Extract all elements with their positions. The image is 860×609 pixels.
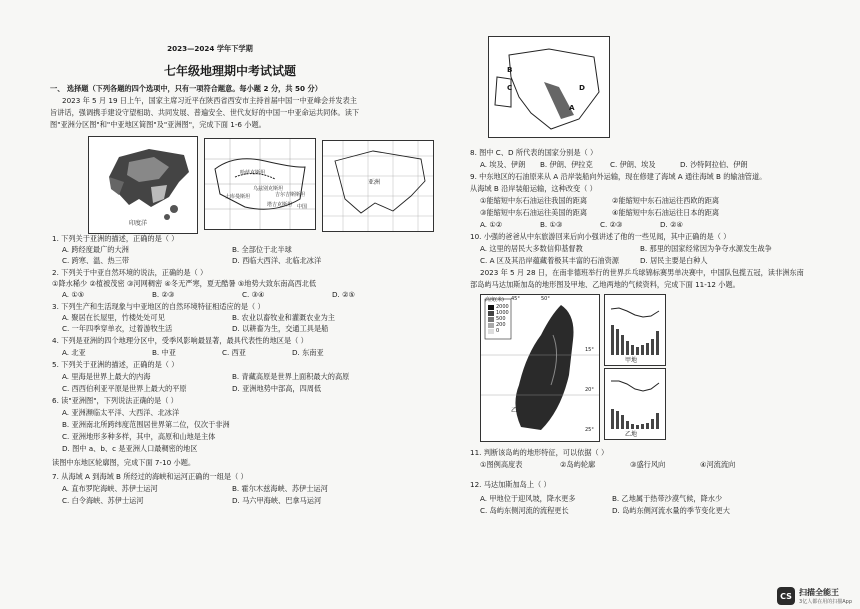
- asia-regions-map: [88, 136, 198, 234]
- q6-option-b[interactable]: B. 亚洲南北所跨纬度范围居世界第二位，仅次于非洲: [62, 420, 230, 429]
- lat-25: 25°: [585, 427, 594, 433]
- q6-option-a[interactable]: A. 亚洲濒临太平洋、大西洋、北冰洋: [62, 408, 180, 417]
- q7-option-b[interactable]: B. 霍尔木兹海峡、苏伊士运河: [232, 484, 328, 493]
- q11-stem: 11. 判断该岛屿的地形特征，可以依据（ ）: [470, 448, 609, 457]
- q12-option-d[interactable]: D. 岛屿东侧河流水量的季节变化更大: [612, 506, 730, 515]
- q9-statement-2: ②能缩短中东石油运往西欧的距离: [612, 196, 720, 205]
- q3-option-c[interactable]: C. 一年四季穿单衣，过着游牧生活: [62, 324, 173, 333]
- q4-option-b[interactable]: B. 中亚: [152, 348, 176, 357]
- q12-option-b[interactable]: B. 乙地属于热带沙漠气候，降水少: [612, 494, 723, 503]
- q5-option-d[interactable]: D. 亚洲地势中部高，四周低: [232, 384, 322, 393]
- lat-20: 20°: [585, 387, 594, 393]
- q4-stem: 4. 下列是亚洲的四个地理分区中，受季风影响最显著，最具代表性的地区是（ ）: [52, 336, 308, 345]
- legend-title: 高度(米): [485, 297, 504, 303]
- intro-line-2: 旨讲话，强调携手建设守望相助、共同发展、普遍安全、世代友好的中国一中亚命运共同体。读下: [50, 108, 360, 117]
- legend-0: 0: [496, 328, 500, 334]
- q9-stem: 9. 中东地区的石油原来从 A 沿岸装船向外运输，现在修建了海域 A 通往海域 B 的输油管道。: [470, 172, 767, 181]
- q7-intro: 读图中东地区轮廓图，完成下面 7-10 小题。: [52, 458, 196, 467]
- q8-option-c[interactable]: C. 伊朗、埃及: [610, 160, 656, 169]
- q1-option-a[interactable]: A. 跨经度最广的大洲: [62, 245, 129, 254]
- q3-option-d[interactable]: D. 以耕畜为生，交通工具是船: [232, 324, 329, 333]
- q9-statement-4: ④能缩短中东石油运往日本的距离: [612, 208, 720, 217]
- climate-chart-jia: [604, 294, 666, 366]
- point-yi: 乙: [511, 407, 518, 414]
- middle-east-map: B C D A: [488, 36, 610, 138]
- q7-option-c[interactable]: C. 白令海峡、苏伊士运河: [62, 496, 144, 505]
- q1-stem: 1. 下列关于亚洲的描述，正确的是（ ）: [52, 234, 179, 243]
- q2-option-b[interactable]: B. ②③: [152, 290, 175, 299]
- q10-option-c[interactable]: C. A 区及其沿岸蕴藏着极其丰富的石油资源: [480, 256, 619, 265]
- page-title: 七年级地理期中考试试题: [163, 64, 296, 78]
- map2-label-tm: 土库曼斯坦: [225, 194, 251, 200]
- central-asia-map: [204, 138, 316, 230]
- q12-option-a[interactable]: A. 甲地位于迎风坡，降水更多: [480, 494, 576, 503]
- q10-option-a[interactable]: A. 这里的居民大多数信仰基督教: [480, 244, 583, 253]
- section-heading: 一、 选择题（下列各题的四个选项中，只有一项符合题意。每小题 2 分，共 50 分）: [50, 84, 322, 93]
- q9-statement-1: ①能缩短中东石油运往我国的距离: [480, 196, 588, 205]
- q9-statement-3: ③能缩短中东石油运往美国的距离: [480, 208, 588, 217]
- q7-option-d[interactable]: D. 马六甲海峡、巴拿马运河: [232, 496, 322, 505]
- intro-line-1: 2023 年 5 月 19 日上午，国家主席习近平在陕西省西安市主持首届中国一中亚峰会并发表主: [62, 96, 358, 105]
- q9-option-a[interactable]: A. ①②: [480, 220, 503, 229]
- q2-option-c[interactable]: C. ③④: [242, 290, 265, 299]
- cs-logo-icon: CS: [777, 587, 795, 605]
- q3-stem: 3. 下列生产和生活现象与中亚地区的自然环境特征相适应的是（ ）: [52, 302, 265, 311]
- q1-option-c[interactable]: C. 跨寒、温、热三带: [62, 256, 130, 265]
- q10-option-b[interactable]: B. 那里的国家经常因为争夺水源发生战争: [640, 244, 772, 253]
- q1-option-b[interactable]: B. 全部位于北半球: [232, 245, 292, 254]
- q12-stem: 12. 马达加斯加岛上（ ）: [470, 480, 551, 489]
- lat-15: 15°: [585, 347, 594, 353]
- q4-option-c[interactable]: C. 西亚: [222, 348, 246, 357]
- q2-option-a[interactable]: A. ①⑤: [62, 290, 85, 299]
- q6-option-d[interactable]: D. 图中 a、b、c 是亚洲人口最稠密的地区: [62, 444, 198, 453]
- scanner-watermark: [777, 587, 852, 605]
- q8-stem: 8. 图中 C、D 所代表的国家分别是（ ）: [470, 148, 598, 157]
- q9-option-d[interactable]: D. ②④: [660, 220, 683, 229]
- q4-option-a[interactable]: A. 北亚: [62, 348, 86, 357]
- legend-1000: 1000: [496, 310, 509, 316]
- legend-200: 200: [496, 322, 506, 328]
- q11-option-2[interactable]: ②岛屿轮廓: [560, 460, 596, 469]
- q11-intro-2: 部岛屿马达加斯加岛的地形图及甲地、乙地两地的气候资料，完成下面 11-12 小题。: [470, 280, 740, 289]
- point-jia: 甲: [575, 369, 582, 376]
- legend-500: 500: [496, 316, 506, 322]
- q1-option-d[interactable]: D. 西临大西洋、北临北冰洋: [232, 256, 322, 265]
- legend-2000: 2000: [496, 304, 509, 310]
- q10-option-d[interactable]: D. 居民主要是白种人: [640, 256, 708, 265]
- q9-stem-2: 从海域 B 沿岸装船运输，这种改变（ ）: [470, 184, 597, 193]
- q12-option-c[interactable]: C. 岛屿东侧河流的流程更长: [480, 506, 569, 515]
- q2-stem: 2. 下列关于中亚自然环境的说法，正确的是（ ）: [52, 268, 208, 277]
- map2-label-kg: 吉尔吉斯斯坦: [275, 192, 306, 198]
- q5-stem: 5. 下列关于亚洲的描述，正确的是（ ）: [52, 360, 179, 369]
- q11-intro-1: 2023 年 5 月 28 日，在南非德班举行的世界乒乓球锦标赛男单决赛中，中国队包揽五冠，读非洲东南: [480, 268, 804, 277]
- chart-jia-label: 甲地: [625, 357, 638, 364]
- q3-option-a[interactable]: A. 聚居在长屋里，竹楼处处可见: [62, 313, 165, 322]
- lon-50: 50°: [541, 296, 550, 302]
- q7-option-a[interactable]: A. 直布罗陀海峡、苏伊士运河: [62, 484, 158, 493]
- q5-option-c[interactable]: C. 西西伯利亚平原是世界上最大的平原: [62, 384, 187, 393]
- semester-header: 2023—2024 学年下学期: [167, 44, 253, 53]
- q4-option-d[interactable]: D. 东南亚: [292, 348, 324, 357]
- q9-option-c[interactable]: C. ②③: [600, 220, 623, 229]
- q5-option-a[interactable]: A. 里海是世界上最大的内海: [62, 372, 151, 381]
- q11-option-1[interactable]: ①图例高度表: [480, 460, 523, 469]
- map2-label-uz: 乌兹别克斯坦: [253, 186, 284, 192]
- q7-stem: 7. 从海域 A 到海域 B 所经过的海峡和运河正确的一组是（ ）: [52, 472, 248, 481]
- watermark-brand: 扫描全能王: [799, 588, 840, 597]
- madagascar-map: [480, 294, 600, 442]
- chart-yi-label: 乙地: [625, 431, 638, 438]
- q5-option-b[interactable]: B. 青藏高原是世界上面积最大的高原: [232, 372, 350, 381]
- q8-option-a[interactable]: A. 埃及、伊朗: [480, 160, 526, 169]
- map2-label-cn: 中国: [297, 204, 308, 210]
- asia-map: [322, 140, 434, 232]
- q10-stem: 10. 小强的爸爸从中东旅游回来后向小强讲述了他的一些见闻，其中正确的是（ ）: [470, 232, 731, 241]
- q11-option-3[interactable]: ③盛行风向: [630, 460, 666, 469]
- watermark-sub: 3亿人都在用的扫描App: [799, 599, 852, 605]
- q8-option-b[interactable]: B. 伊朗、伊拉克: [540, 160, 593, 169]
- q11-option-4[interactable]: ④河流流向: [700, 460, 736, 469]
- q9-option-b[interactable]: B. ①③: [540, 220, 563, 229]
- lon-45: 45°: [511, 296, 520, 302]
- q3-option-b[interactable]: B. 农业以畜牧业和灌溉农业为主: [232, 313, 335, 322]
- q8-option-d[interactable]: D. 沙特阿拉伯、伊朗: [680, 160, 748, 169]
- map1-label: 印度洋: [129, 220, 148, 227]
- intro-line-3: 图"亚洲分区图"和"中亚地区简图"及"亚洲图"，完成下面 1-6 小题。: [50, 120, 266, 129]
- q2-statements: ①降水稀少 ②植被茂密 ③河网稠密 ④冬无严寒，夏无酷暑 ⑤地势大致东南高西北低: [52, 279, 317, 288]
- map3-label: 亚洲: [368, 179, 381, 186]
- q6-option-c[interactable]: C. 亚洲地形多种多样，其中，高原和山地是主体: [62, 432, 216, 441]
- q2-option-d[interactable]: D. ②⑤: [332, 290, 355, 299]
- map2-label-kz: 哈萨克斯坦: [240, 170, 266, 176]
- map2-label-tj: 塔吉克斯坦: [267, 202, 293, 208]
- climate-chart-yi: [604, 368, 666, 440]
- q6-stem: 6. 读"亚洲图"，下列说法正确的是（ ）: [52, 396, 178, 405]
